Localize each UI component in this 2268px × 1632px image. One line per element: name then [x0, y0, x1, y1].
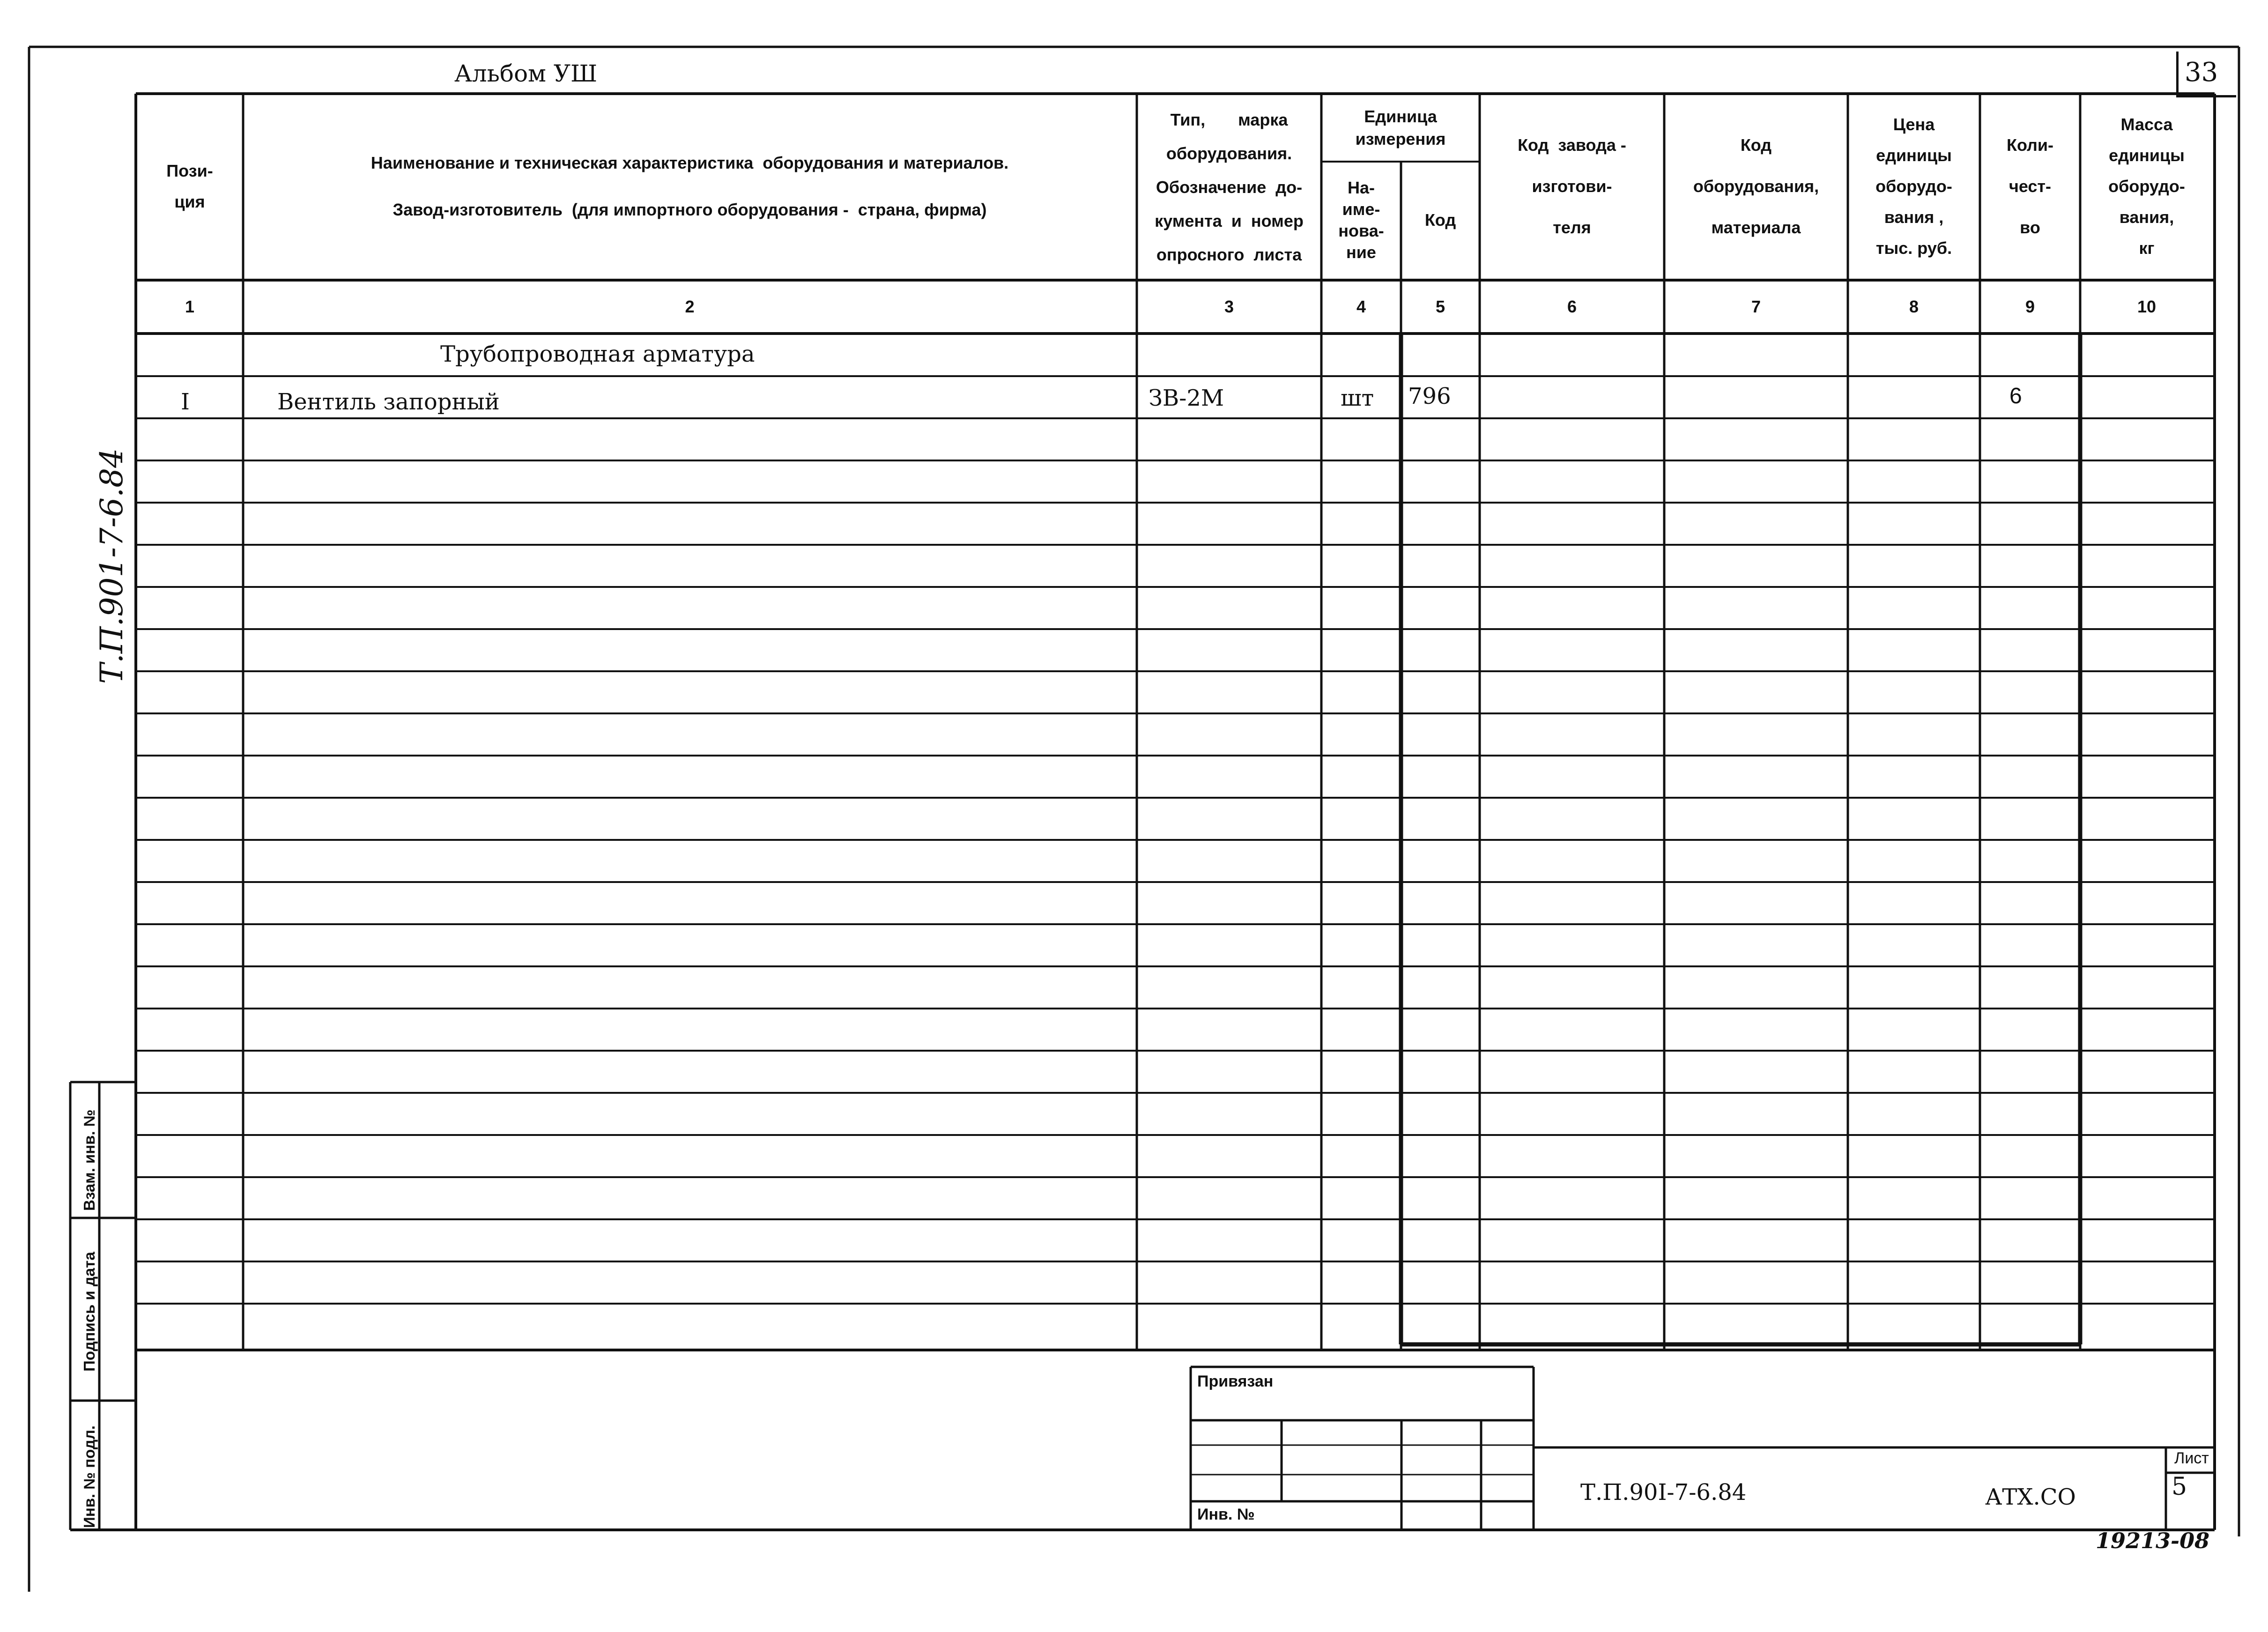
row-lines: [136, 376, 2215, 1304]
privyazan-stamp: [1191, 1367, 1534, 1530]
column-number: 10: [2137, 297, 2157, 316]
column-number: 6: [1567, 297, 1577, 316]
bottom-number: 19213-08: [2096, 1528, 2210, 1553]
column-number: 8: [1909, 297, 1919, 316]
column-number: 2: [685, 297, 695, 316]
side-label-podpis: Подпись и дата: [81, 1252, 98, 1372]
header-unit-name: На- име- нова- ние: [1338, 178, 1384, 262]
side-stamp: [70, 1082, 136, 1530]
column-number: 4: [1356, 297, 1366, 316]
header-name-line1: Наименование и техническая характеристика оборудования и материалов.: [371, 153, 1009, 172]
header-position: Пози- ция: [166, 161, 213, 211]
column-number: 9: [2025, 297, 2035, 316]
row-1-position: I: [181, 389, 190, 415]
header-type-mark: Тип, марка оборудования. Обозначение до- кумента и номер опросного листа: [1155, 110, 1304, 264]
header-quantity: Коли- чест- во: [2006, 135, 2054, 237]
header-unit-code: Код: [1424, 210, 1456, 230]
title-block: [1534, 1447, 2215, 1530]
header-mass: Масса единицы оборудо- вания, кг: [2108, 114, 2185, 258]
column-number: 3: [1224, 297, 1234, 316]
stamp-sheet-value: 5: [2172, 1473, 2187, 1501]
row-1-unit-name: шт: [1341, 385, 1374, 411]
header-factory-code: Код завода - изготови- теля: [1518, 135, 1626, 237]
stamp-doc-mark: АТХ.СО: [1985, 1484, 2076, 1510]
header-name-line2: Завод-изготовитель (для импортного оборудования - страна, фирма): [393, 200, 987, 219]
side-label-vzam: Взам. инв. №: [81, 1109, 98, 1211]
side-label-inv-podl: Инв. № подл.: [81, 1425, 98, 1528]
column-number: 1: [185, 297, 195, 316]
header-unit: Единица измерения: [1355, 106, 1446, 148]
main-table: [70, 94, 2215, 1530]
page-number: 33: [2185, 57, 2218, 88]
row-1-quantity: 6: [2009, 384, 2022, 408]
stamp-inv-no: Инв. №: [1197, 1506, 1255, 1523]
stamp-privyazan: Привязан: [1197, 1372, 1274, 1390]
outer-frame: [29, 47, 2239, 1592]
row-section-title: Трубопроводная арматура: [440, 341, 755, 367]
stamp-doc-code: Т.П.90I-7-6.84: [1580, 1479, 1747, 1506]
header-price: Цена единицы оборудо- вания , тыс. руб.: [1875, 114, 1952, 258]
row-1-unit-code: 796: [1408, 383, 1451, 409]
header-equipment-code: Код оборудования, материала: [1693, 135, 1819, 237]
column-number: 7: [1751, 297, 1761, 316]
column-number: 5: [1435, 297, 1445, 316]
stamp-sheet-label: Лист: [2174, 1449, 2209, 1467]
vertical-code: Т.П.901-7-6.84: [94, 448, 130, 684]
row-1-name: Вентиль запорный: [277, 389, 500, 415]
column-lines: [243, 94, 2080, 1350]
album-label: Альбом УШ: [454, 60, 598, 87]
row-1-type: ЗВ-2М: [1149, 385, 1224, 411]
